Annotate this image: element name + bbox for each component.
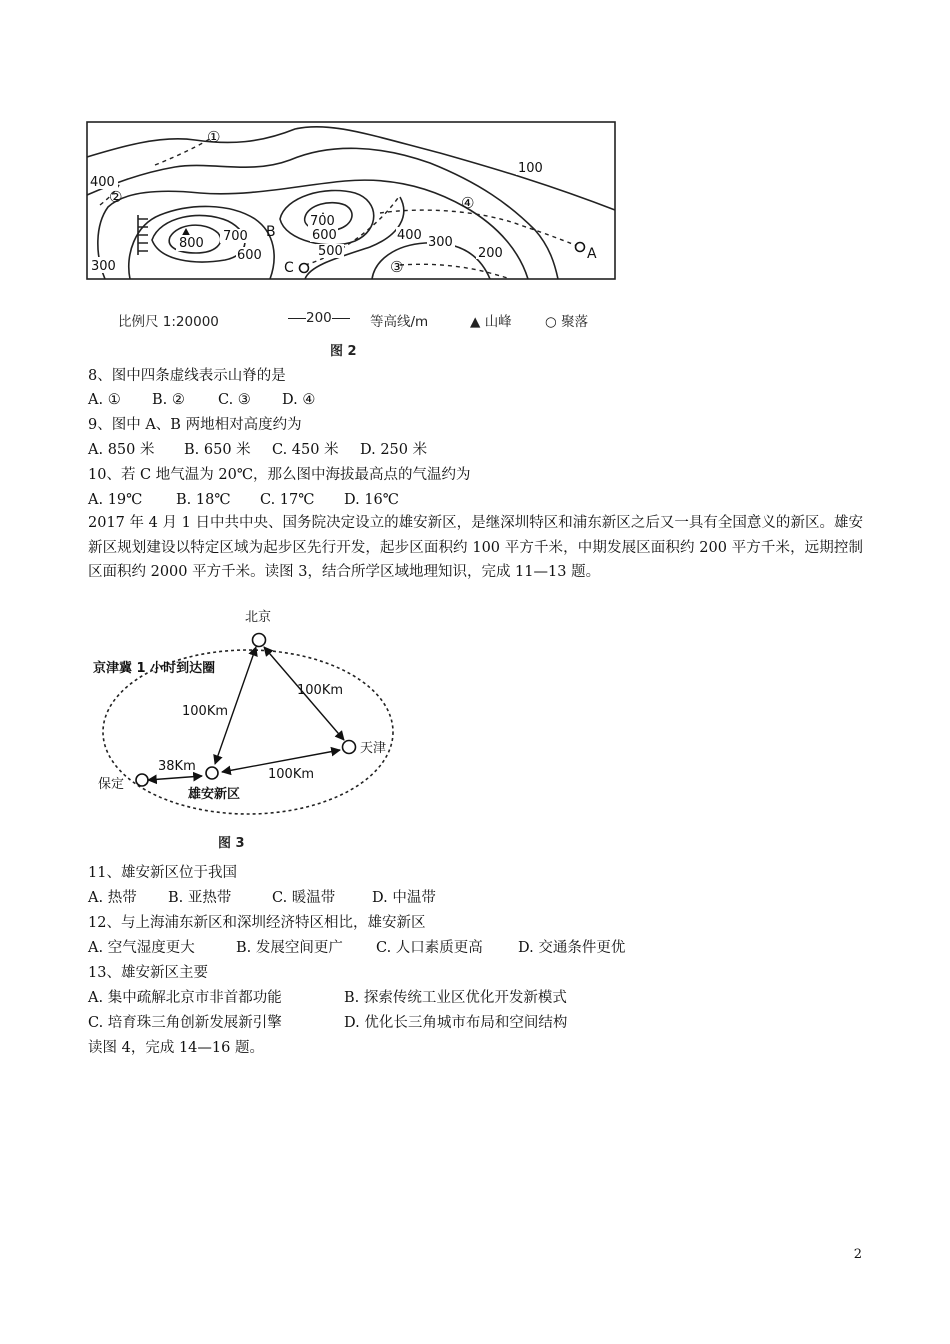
- one-hour-circle-label: 京津冀 1 小时到达圈: [93, 661, 216, 676]
- q8-stem: 8、图中四条虚线表示山脊的是: [88, 368, 286, 384]
- q10-option-b: B. 18℃: [176, 492, 231, 508]
- q13-options-row1: [88, 989, 567, 1007]
- marker-2: ②: [109, 188, 123, 206]
- q11-option-c: C. 暖温带: [272, 890, 336, 906]
- contour-line-icon: [288, 318, 306, 319]
- point-c: C: [284, 260, 294, 276]
- q9-option-a: A. 850 米: [88, 442, 155, 458]
- city-tianjin: 天津: [360, 741, 387, 756]
- settlement-icon: ○: [545, 314, 562, 330]
- marker-3: ③: [390, 258, 404, 276]
- distance-beijing-xiongan: 100Km: [182, 704, 229, 719]
- q8-option-c: C. ③: [218, 392, 251, 408]
- q10-option-a: A. 19℃: [88, 492, 143, 508]
- figure-2-contour-map: [80, 115, 625, 285]
- settlement-icon: [576, 243, 585, 252]
- legend-settlement-text: 聚落: [561, 314, 589, 330]
- contour-label: 100: [518, 161, 543, 176]
- marker-1: ①: [207, 128, 221, 146]
- contour-label: 500: [318, 244, 343, 259]
- figure-3-diagram: [90, 602, 410, 822]
- q12-options: [88, 939, 625, 957]
- contour-label: 300: [91, 259, 116, 274]
- q11-option-d: D. 中温带: [372, 890, 436, 906]
- q8-option-d: D. ④: [282, 392, 316, 408]
- distance-beijing-tianjin: 100Km: [297, 683, 344, 698]
- contour-line-icon: [332, 318, 350, 319]
- marker-4: ④: [461, 194, 475, 212]
- legend-peak-text: 山峰: [484, 314, 512, 330]
- contour-label: 600: [312, 228, 337, 243]
- baoding-icon: [136, 774, 148, 786]
- q12-option-d: D. 交通条件更优: [518, 940, 626, 956]
- legend-contour-line: [288, 310, 350, 326]
- point-b: B: [266, 224, 276, 240]
- baoding-xiongan-arrow: [148, 776, 202, 780]
- q12-option-c: C. 人口素质更高: [376, 940, 483, 956]
- q11-options: [88, 889, 436, 907]
- q11-option-a: A. 热带: [88, 890, 137, 906]
- city-beijing: 北京: [245, 610, 272, 625]
- figure-2-caption: 图 2: [330, 344, 357, 359]
- q8-option-a: A. ①: [88, 392, 121, 408]
- legend-scale: 比例尺 1:20000: [118, 314, 219, 330]
- contour-label: 400: [90, 175, 115, 190]
- city-baoding: 保定: [98, 777, 125, 792]
- q10-stem: 10、若 C 地气温为 20℃，那么图中海拔最高点的气温约为: [88, 467, 471, 483]
- xiongan-icon: [206, 767, 218, 779]
- page-number: 2: [853, 1247, 862, 1262]
- contour-label: 200: [478, 246, 503, 261]
- q9-option-d: D. 250 米: [360, 442, 428, 458]
- q12-option-b: B. 发展空间更广: [236, 940, 343, 956]
- q10-option-c: C. 17℃: [260, 492, 315, 508]
- contour-label: 700: [223, 229, 248, 244]
- q12-stem: 12、与上海浦东新区和深圳经济特区相比，雄安新区: [88, 915, 426, 931]
- legend-settlement: [545, 310, 588, 330]
- settlement-icon: [300, 264, 309, 273]
- q13-option-c: C. 培育珠三角创新发展新引擎: [88, 1015, 282, 1031]
- figure-4-instruction: 读图 4，完成 14—16 题。: [88, 1040, 264, 1056]
- distance-xiongan-tianjin: 100Km: [268, 767, 315, 782]
- distance-baoding-xiongan: 38Km: [158, 759, 196, 774]
- contour-label: 800: [179, 236, 204, 251]
- q13-options-row2: [88, 1014, 567, 1032]
- legend-peak: [470, 310, 512, 330]
- q9-stem: 9、图中 A、B 两地相对高度约为: [88, 417, 302, 433]
- contour-label: 300: [428, 235, 453, 250]
- figure-3-caption: 图 3: [218, 836, 245, 851]
- q9-option-b: B. 650 米: [184, 442, 251, 458]
- contour-label: 400: [397, 228, 422, 243]
- xiongan-intro: 2017 年 4 月 1 日中共中央、国务院决定设立的雄安新区，是继深圳特区和浦东新区之后又一具有全国意义的新区。雄安新区规划建设以特定区域为起步区先行开发，起步区面积约 100 平方千米，中期发展区面积约 200 平方千米，远期控制区面积约 2000 平方千米。读图 3，结合所学区域地理知识，完成 11—13 题。: [88, 515, 863, 580]
- q9-option-c: C. 450 米: [272, 442, 339, 458]
- q8-options: [88, 391, 315, 409]
- q8-option-b: B. ②: [152, 392, 185, 408]
- q9-options: [88, 441, 427, 459]
- q10-options: [88, 491, 399, 509]
- legend-contour-sample: 200: [306, 310, 332, 326]
- q11-stem: 11、雄安新区位于我国: [88, 865, 237, 881]
- city-xiongan: 雄安新区: [188, 787, 241, 802]
- q13-stem: 13、雄安新区主要: [88, 965, 208, 981]
- contour-label: 700: [310, 214, 335, 229]
- q11-option-b: B. 亚热带: [168, 890, 232, 906]
- q13-option-a: A. 集中疏解北京市非首都功能: [88, 990, 282, 1006]
- q12-option-a: A. 空气湿度更大: [88, 940, 195, 956]
- q13-option-b: B. 探索传统工业区优化开发新模式: [344, 990, 567, 1006]
- beijing-icon: [253, 634, 266, 647]
- q10-option-d: D. 16℃: [344, 492, 399, 508]
- tianjin-icon: [343, 741, 356, 754]
- contour-label: 600: [237, 248, 262, 263]
- legend-contour-text: 等高线/m: [370, 314, 429, 330]
- point-a: A: [587, 246, 597, 262]
- q13-option-d: D. 优化长三角城市布局和空间结构: [344, 1015, 568, 1031]
- peak-icon: ▲: [470, 314, 485, 330]
